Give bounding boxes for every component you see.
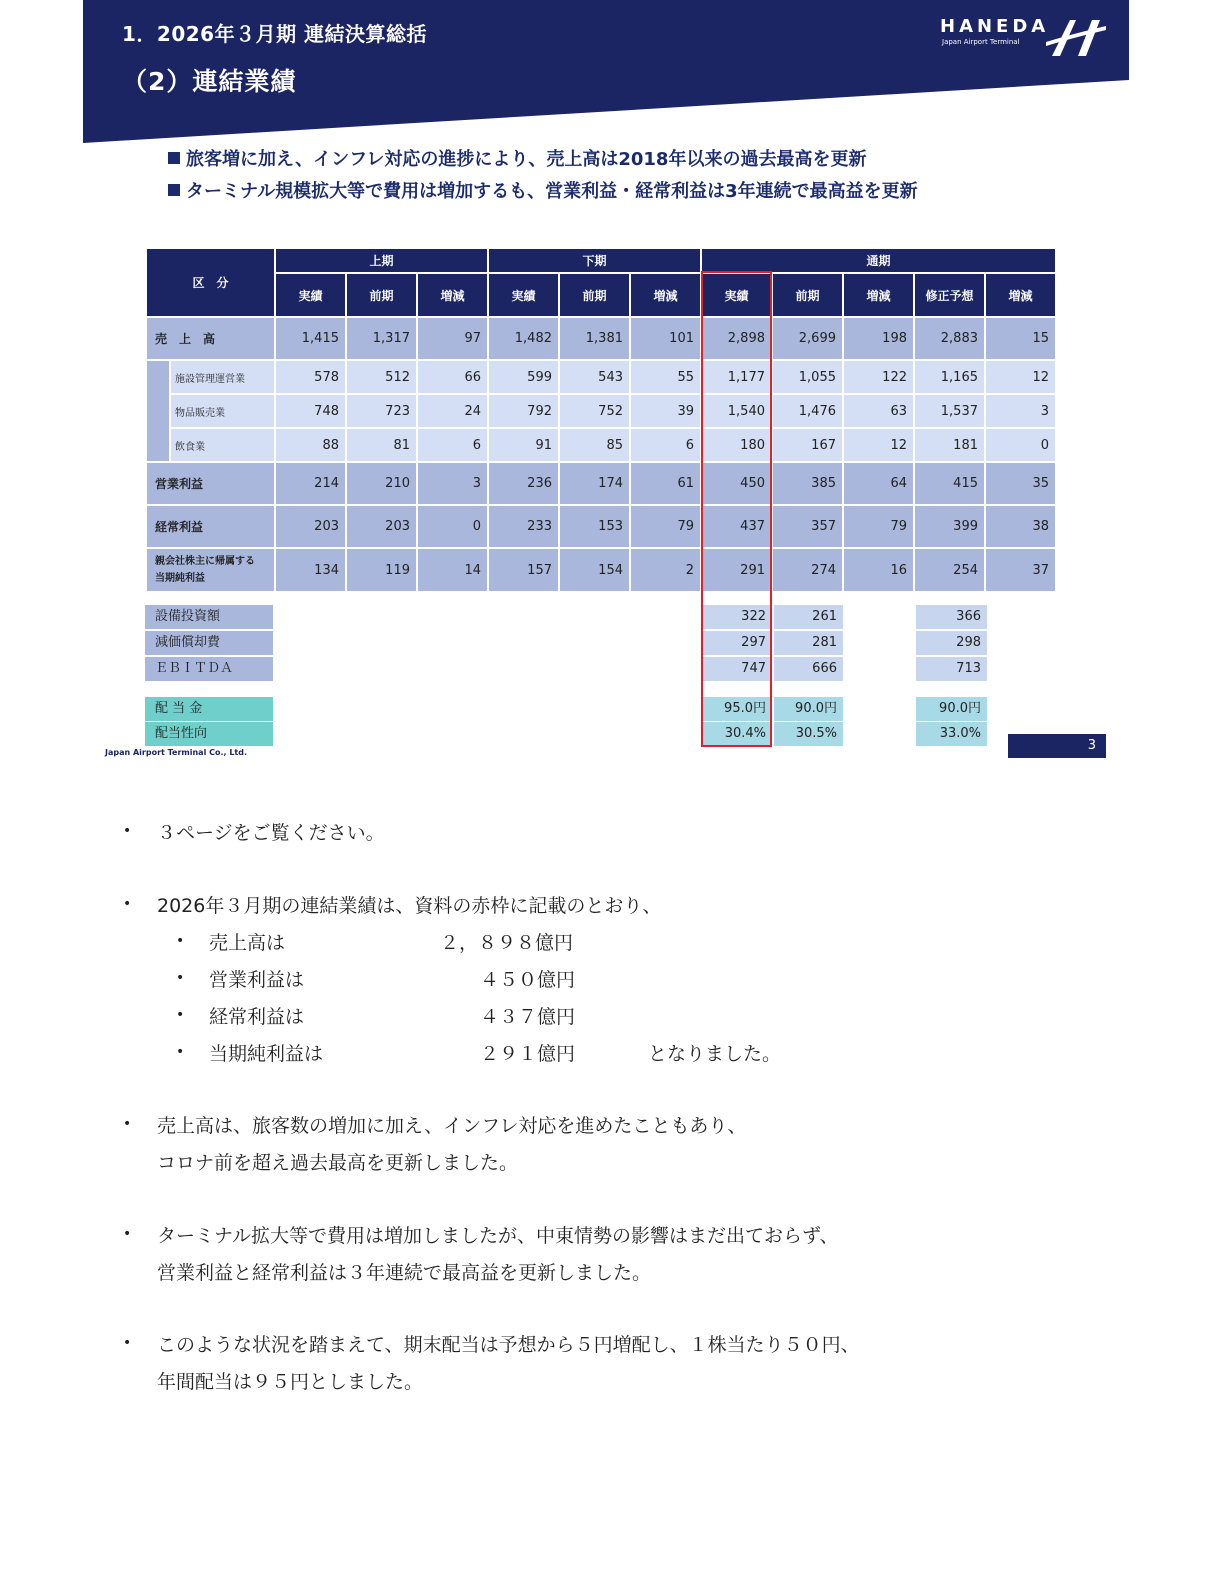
cell: 91 [488, 428, 559, 462]
page-title: （2）連結業績 [122, 67, 297, 96]
cell: 274 [772, 548, 843, 592]
square-bullet-icon [168, 184, 180, 196]
cell: 599 [488, 360, 559, 394]
cell: 1,540 [701, 394, 772, 428]
ebitda-forecast: 713 [916, 657, 987, 681]
row-label: 施設管理運営業 [170, 360, 275, 394]
header-second-half: 下期 [488, 248, 701, 273]
cell: 1,537 [914, 394, 985, 428]
header-first-half: 上期 [275, 248, 488, 273]
cell: 236 [488, 462, 559, 505]
result-tail: となりました。 [648, 1043, 782, 1065]
depreciation-actual: 297 [703, 631, 772, 655]
cell: 0 [985, 428, 1056, 462]
bullet-dot: • [123, 823, 132, 839]
cell: 39 [630, 394, 701, 428]
cell: 55 [630, 360, 701, 394]
cell: 85 [559, 428, 630, 462]
payout-forecast: 33.0% [916, 722, 987, 746]
subheader: 増減 [843, 273, 914, 317]
subheader: 実績 [701, 273, 772, 317]
cell: 399 [914, 505, 985, 548]
result-value: ４３７億円 [480, 1006, 576, 1028]
subheader: 前期 [772, 273, 843, 317]
key-points [168, 144, 918, 208]
cell: 6 [417, 428, 488, 462]
cell: 16 [843, 548, 914, 592]
cell: 0 [417, 505, 488, 548]
cell: 723 [346, 394, 417, 428]
cell: 2,898 [701, 317, 772, 360]
cell: 24 [417, 394, 488, 428]
highlight-frame [701, 271, 772, 747]
capex-prior: 261 [774, 605, 843, 629]
cell: 357 [772, 505, 843, 548]
cell: 1,482 [488, 317, 559, 360]
result-value: ２，８９８億円 [440, 932, 574, 954]
logo-wordmark: HANEDA [940, 16, 1050, 37]
note-text: ３ページをご覧ください。 [157, 822, 385, 844]
result-label: 売上高は [209, 932, 286, 954]
cell: 154 [559, 548, 630, 592]
cell: 1,476 [772, 394, 843, 428]
table-row [146, 462, 1056, 505]
cell: 97 [417, 317, 488, 360]
cell: 1,381 [559, 317, 630, 360]
cell: 61 [630, 462, 701, 505]
cell: 37 [985, 548, 1056, 592]
cell: 15 [985, 317, 1056, 360]
cell: 3 [417, 462, 488, 505]
cell: 512 [346, 360, 417, 394]
result-label: 経常利益は [209, 1006, 305, 1028]
bullet-dot: • [123, 1226, 132, 1242]
bullet-dot: • [123, 1116, 132, 1132]
cell: 1,165 [914, 360, 985, 394]
cell: 63 [843, 394, 914, 428]
subheader: 実績 [488, 273, 559, 317]
ebitda-actual: 747 [703, 657, 772, 681]
cell: 437 [701, 505, 772, 548]
table-row [146, 428, 1056, 462]
cell: 38 [985, 505, 1056, 548]
table-row [146, 360, 1056, 394]
result-label: 営業利益は [209, 969, 305, 991]
cell: 101 [630, 317, 701, 360]
cell: 119 [346, 548, 417, 592]
cell: 1,177 [701, 360, 772, 394]
logo-subtitle: Japan Airport Terminal [942, 38, 1020, 46]
table-row [146, 317, 1056, 360]
note-text: 売上高は、旅客数の増加に加え、インフレ対応を進めたこともあり、 [157, 1115, 747, 1137]
bullet-dot: • [176, 933, 185, 949]
note-text: ターミナル拡大等で費用は増加しましたが、中東情勢の影響はまだ出ておらず、 [157, 1225, 839, 1247]
cell: 254 [914, 548, 985, 592]
cell: 198 [843, 317, 914, 360]
cell: 122 [843, 360, 914, 394]
note-text: 年間配当は９５円としました。 [157, 1371, 424, 1393]
bullet-dot: • [176, 970, 185, 986]
subheader: 前期 [346, 273, 417, 317]
depreciation-label: 減価償却費 [145, 631, 273, 655]
table-row [146, 548, 1056, 592]
cell: 214 [275, 462, 346, 505]
cell: 203 [346, 505, 417, 548]
subheader: 増減 [985, 273, 1056, 317]
capex-label: 設備投資額 [145, 605, 273, 629]
row-label: 売 上 高 [146, 317, 275, 360]
payout-label: 配当性向 [145, 722, 273, 746]
h-mark-icon [1042, 16, 1108, 58]
dividend-forecast: 90.0円 [916, 697, 987, 721]
bullet-dot: • [123, 1335, 132, 1351]
note-text: 営業利益と経常利益は３年連続で最高益を更新しました。 [157, 1262, 652, 1284]
cell: 12 [985, 360, 1056, 394]
cell: 385 [772, 462, 843, 505]
table-row [146, 394, 1056, 428]
dividend-actual: 95.0円 [703, 697, 772, 721]
haneda-logo [940, 16, 1110, 60]
row-label: 物品販売業 [170, 394, 275, 428]
cell: 12 [843, 428, 914, 462]
ebitda-prior: 666 [774, 657, 843, 681]
cell: 203 [275, 505, 346, 548]
cell: 35 [985, 462, 1056, 505]
key-point: ターミナル規模拡大等で費用は増加するも、営業利益・経常利益は3年連続で最高益を更新 [168, 176, 918, 208]
row-label: 経常利益 [146, 505, 275, 548]
cell: 210 [346, 462, 417, 505]
section-title: 1．2026年３月期 連結決算総括 [122, 22, 428, 46]
cell: 1,055 [772, 360, 843, 394]
key-point: 旅客増に加え、インフレ対応の進捗により、売上高は2018年以来の過去最高を更新 [168, 144, 918, 176]
subheader: 前期 [559, 273, 630, 317]
cell: 415 [914, 462, 985, 505]
row-label: 営業利益 [146, 462, 275, 505]
cell: 2,699 [772, 317, 843, 360]
bullet-dot: • [123, 896, 132, 912]
cell: 79 [630, 505, 701, 548]
cell: 64 [843, 462, 914, 505]
subheader: 修正予想 [914, 273, 985, 317]
header-category: 区 分 [146, 248, 275, 317]
capex-forecast: 366 [916, 605, 987, 629]
cell: 6 [630, 428, 701, 462]
note-text: 2026年３月期の連結業績は、資料の赤枠に記載のとおり、 [157, 895, 662, 917]
result-value: ２９１億円 [480, 1043, 576, 1065]
cell: 1,317 [346, 317, 417, 360]
cell: 81 [346, 428, 417, 462]
cell: 748 [275, 394, 346, 428]
capex-actual: 322 [703, 605, 772, 629]
cell: 578 [275, 360, 346, 394]
ebitda-label: ＥＢＩＴＤＡ [145, 657, 273, 681]
cell: 3 [985, 394, 1056, 428]
cell: 2,883 [914, 317, 985, 360]
cell: 1,415 [275, 317, 346, 360]
cell: 88 [275, 428, 346, 462]
subheader: 実績 [275, 273, 346, 317]
depreciation-forecast: 298 [916, 631, 987, 655]
subheader: 増減 [630, 273, 701, 317]
cell: 157 [488, 548, 559, 592]
results-table [145, 247, 1057, 593]
header-full-year: 通期 [701, 248, 1056, 273]
cell: 450 [701, 462, 772, 505]
cell: 153 [559, 505, 630, 548]
result-label: 当期純利益は [209, 1043, 324, 1065]
row-label: 飲食業 [170, 428, 275, 462]
cell: 792 [488, 394, 559, 428]
cell: 543 [559, 360, 630, 394]
row-label: 親会社株主に帰属する 当期純利益 [146, 548, 275, 592]
cell: 66 [417, 360, 488, 394]
square-bullet-icon [168, 152, 180, 164]
cell: 134 [275, 548, 346, 592]
company-name: Japan Airport Terminal Co., Ltd. [105, 748, 248, 757]
subheader: 増減 [417, 273, 488, 317]
cell: 181 [914, 428, 985, 462]
note-text: コロナ前を超え過去最高を更新しました。 [157, 1152, 519, 1174]
segment-bar [146, 360, 170, 462]
cell: 233 [488, 505, 559, 548]
payout-actual: 30.4% [703, 722, 772, 746]
dividend-label: 配 当 金 [145, 697, 273, 721]
cell: 79 [843, 505, 914, 548]
cell: 752 [559, 394, 630, 428]
dividend-prior: 90.0円 [774, 697, 843, 721]
page-number: 3 [1008, 734, 1106, 758]
bullet-dot: • [176, 1044, 185, 1060]
depreciation-prior: 281 [774, 631, 843, 655]
payout-prior: 30.5% [774, 722, 843, 746]
bullet-dot: • [176, 1007, 185, 1023]
cell: 174 [559, 462, 630, 505]
note-text: このような状況を踏まえて、期末配当は予想から５円増配し、１株当たり５０円、 [157, 1334, 860, 1356]
cell: 291 [701, 548, 772, 592]
table-row [146, 505, 1056, 548]
cell: 2 [630, 548, 701, 592]
cell: 180 [701, 428, 772, 462]
result-value: ４５０億円 [480, 969, 576, 991]
cell: 14 [417, 548, 488, 592]
cell: 167 [772, 428, 843, 462]
